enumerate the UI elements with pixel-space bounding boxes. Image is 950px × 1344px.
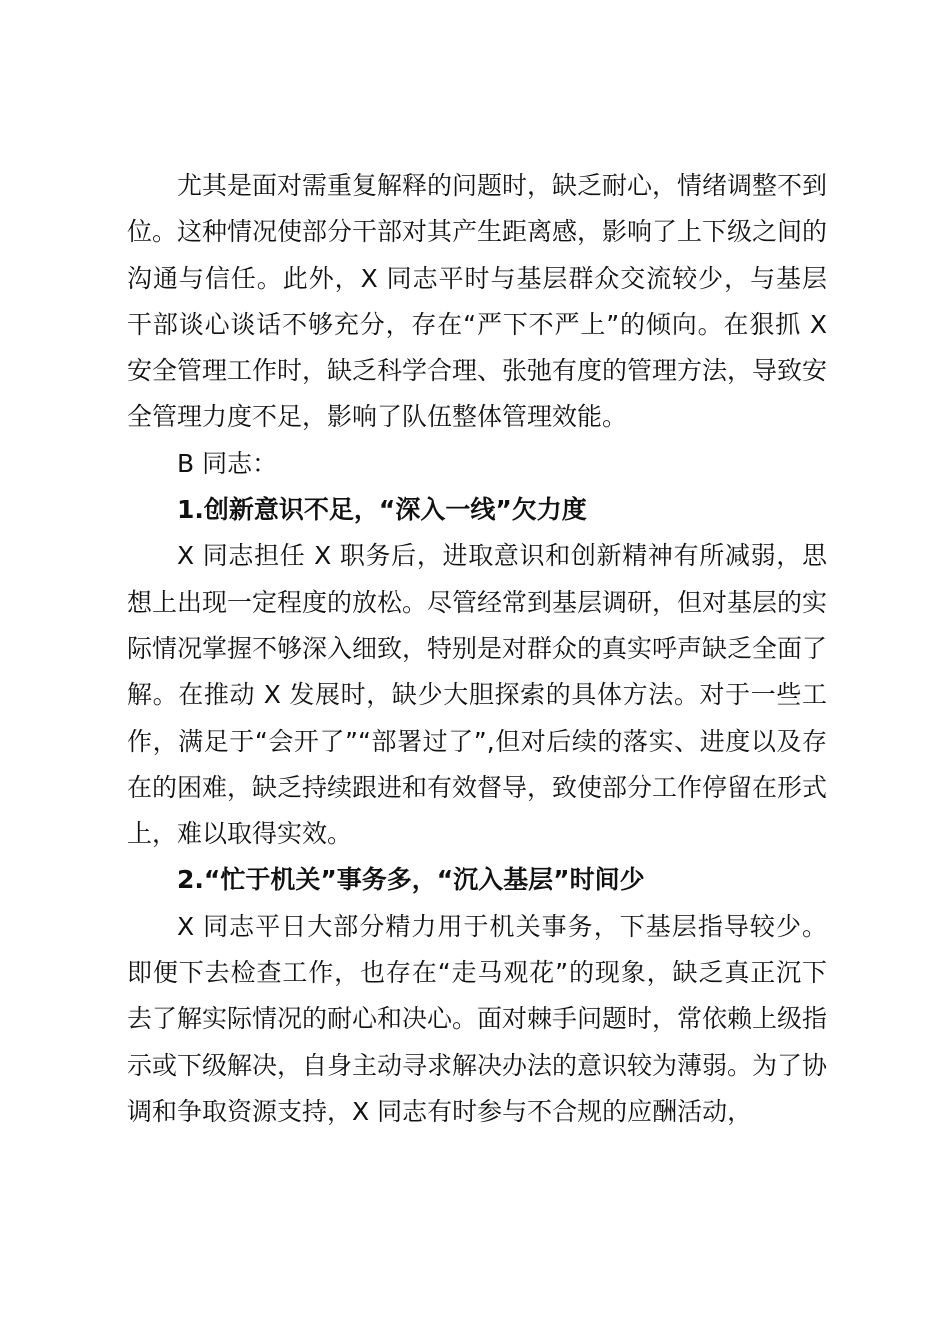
document-body — [127, 163, 827, 1135]
section-heading-innovation: 1.创新意识不足，“深入一线”欠力度 — [177, 495, 587, 525]
paragraph-grassroots: X 同志平日大部分精力用于机关事务，下基层指导较少。即便下去检查工作，也存在“走马观花”的现象，缺乏真正沉下去了解实际情况的耐心和决心。面对棘手问题时，常依赖上级指示或下级解决，自身主动寻求解决办法的意识较为薄弱。为了协调和争取资源支持，X 同志有时参与不合规的应酬活动， — [127, 911, 828, 1126]
section-heading-grassroots: 2.“忙于机关”事务多，“沉入基层”时间少 — [177, 865, 645, 895]
paragraph-innovation: X 同志担任 X 职务后，进取意识和创新精神有所减弱，思想上出现一定程度的放松。尽管经常到基层调研，但对基层的实际情况掌握不够深入细致，特别是对群众的真实呼声缺乏全面了解。在推动 X 发展时，缺少大胆探索的具体方法。对于一些工作，满足于“会开了”“部署过了”,但对后续的落实、进度以及存在的困难，缺乏持续跟进和有效督导，致使部分工作停留在形式上，难以取得实效。 — [127, 541, 828, 849]
comrade-b-label: B 同志： — [177, 448, 278, 478]
paragraph-attitude-issue: 尤其是面对需重复解释的问题时，缺乏耐心，情绪调整不到位。这种情况使部分干部对其产生距离感，影响了上下级之间的沟通与信任。此外，X 同志平时与基层群众交流较少，与基层干部谈心谈话不够充分，存在“严下不严上”的倾向。在狠抓 X 安全管理工作时，缺乏科学合理、张弛有度的管理方法，导致安全管理力度不足，影响了队伍整体管理效能。 — [127, 171, 828, 432]
